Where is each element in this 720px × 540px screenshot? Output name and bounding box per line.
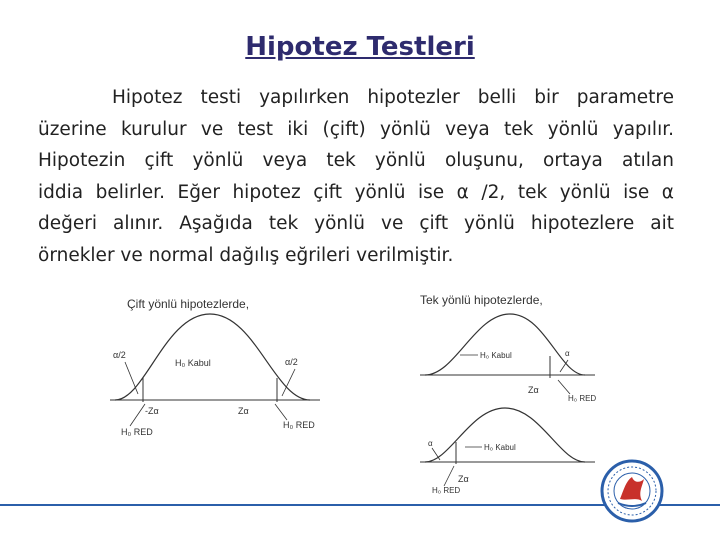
one-sided-figure	[410, 290, 610, 500]
right-alpha-pointer	[282, 369, 295, 396]
bottom-reject-pointer	[444, 466, 454, 486]
top-reject-pointer	[558, 380, 570, 394]
body-paragraph	[38, 82, 674, 271]
paragraph-line: Hipotez testi yapılırken hipotezler belli bir parametre	[112, 87, 674, 108]
left-reject-pointer	[130, 404, 145, 426]
bottom-reject-label: H₀ RED	[432, 486, 461, 495]
left-z-label: -Zα	[145, 406, 159, 416]
paragraph-line: örnekler ve normal dağılış eğrileri verilmiştir.	[38, 244, 454, 266]
paragraph-line: iddia belirler. Eğer hipotez çift yönlü ise α /2, tek yönlü ise α	[38, 181, 674, 203]
one-sided-caption: Tek yönlü hipotezlerde,	[420, 293, 543, 307]
top-accept-label: H₀ Kabul	[480, 351, 512, 360]
slide-title: Hipotez Testleri	[245, 32, 475, 62]
left-reject-label: H₀ RED	[121, 427, 153, 437]
right-reject-pointer	[275, 404, 287, 420]
university-seal-logo	[600, 459, 664, 523]
left-alpha-label: α/2	[113, 350, 126, 360]
right-reject-label: H₀ RED	[283, 420, 315, 430]
bottom-normal-curve	[425, 408, 585, 462]
normal-curve	[115, 314, 310, 400]
bottom-accept-label: H₀ Kabul	[484, 443, 516, 452]
bottom-z-label: Zα	[458, 474, 469, 484]
paragraph-line: değeri alınır. Aşağıda tek yönlü ve çift yönlü hipotezlere ait	[38, 213, 674, 234]
top-normal-curve	[425, 314, 585, 375]
paragraph-line: Hipotezin çift yönlü veya tek yönlü oluşunu, ortaya atılan	[38, 150, 674, 171]
right-z-label: Zα	[238, 406, 249, 416]
bottom-alpha-label: α	[428, 439, 433, 448]
top-z-label: Zα	[528, 385, 539, 395]
right-alpha-label: α/2	[285, 357, 298, 367]
top-reject-label: H₀ RED	[568, 394, 597, 403]
left-alpha-pointer	[125, 362, 138, 394]
accept-label: H₀ Kabul	[175, 358, 211, 368]
paragraph-line: üzerine kurulur ve test iki (çift) yönlü veya tek yönlü yapılır.	[38, 118, 674, 140]
two-sided-caption: Çift yönlü hipotezlerde,	[127, 297, 250, 311]
top-alpha-label: α	[565, 349, 570, 358]
two-sided-figure	[105, 290, 345, 440]
